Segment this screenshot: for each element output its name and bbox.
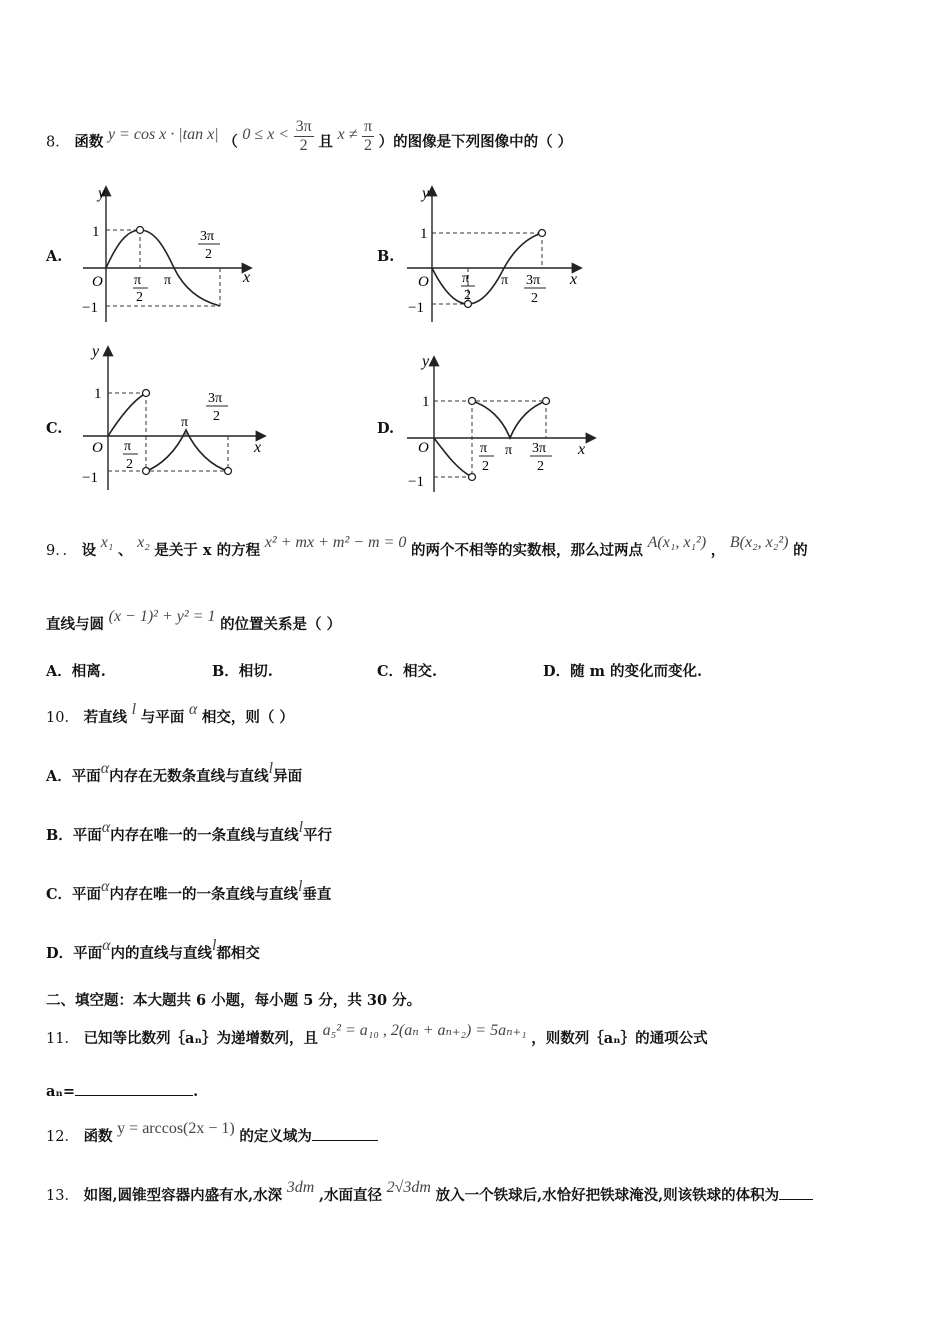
q9-text: 的两个不相等的实数根，那么过两点 (411, 542, 643, 559)
q8-option-d-label[interactable]: D. (377, 420, 395, 437)
q13-text: 放入一个铁球后,水恰好把铁球淹没,则该铁球的体积为 (435, 1187, 780, 1204)
q9-text: 的 (793, 542, 808, 559)
q11-answer-line (46, 1079, 198, 1103)
alpha-symbol: α (101, 819, 111, 836)
tick-3pi-half-d: 2 (205, 247, 212, 262)
frac-den: 2 (363, 137, 372, 154)
option-text: 都相交 (216, 945, 260, 962)
q8-post: ）的图像是下列图像中的（ ） (378, 133, 573, 151)
q11-stem (46, 1022, 708, 1050)
frac-num: 3π (295, 118, 312, 135)
q9-sep: 、 (117, 542, 133, 559)
q11-text: 已知等比数列｛aₙ｝为递增数列，且 (83, 1030, 318, 1047)
tick-3pi-half-d: 2 (537, 459, 544, 474)
q8-graph-a (78, 180, 268, 330)
q10-option-a[interactable] (46, 760, 303, 788)
tick-1: 1 (94, 386, 102, 402)
open-point (539, 230, 546, 237)
q10-plane-alpha: α (188, 701, 198, 718)
tick-pi-half-n: π (134, 273, 142, 288)
q9-text: 的位置关系是（ ） (220, 616, 342, 633)
tick-1: 1 (420, 226, 428, 242)
y-label: y (422, 353, 430, 370)
l-symbol: l (297, 878, 303, 895)
open-point (225, 468, 232, 475)
l-symbol: l (211, 937, 217, 954)
q8-function: y = cos x · |tan x| (107, 125, 219, 143)
frac-den: 2 (299, 137, 308, 154)
y-label: y (92, 343, 100, 360)
q9-option-c[interactable]: C．相交. (377, 663, 438, 680)
curve (108, 393, 146, 436)
origin-label: O (418, 274, 429, 290)
alpha-symbol: α (101, 878, 110, 895)
q9-equation: x² + mx + m² − m = 0 (264, 534, 407, 551)
q9-stem-line2 (46, 608, 342, 636)
curve (434, 438, 472, 477)
open-point (143, 390, 150, 397)
option-text: 平行 (303, 827, 333, 844)
q9-option-a[interactable]: A．相离. (46, 663, 106, 680)
x-label: x (254, 439, 262, 456)
x-label: x (578, 441, 586, 458)
q9-option-d[interactable]: D．随 m 的变化而变化. (543, 663, 703, 680)
l-symbol: l (298, 819, 304, 836)
q10-stem (46, 701, 294, 729)
q13-stem (46, 1179, 813, 1207)
tick-neg-1: −1 (408, 300, 424, 316)
curve (472, 401, 546, 438)
q13-text: ,水面直径 (318, 1187, 383, 1204)
tick-1: 1 (92, 224, 100, 240)
q8-option-c-label[interactable]: C. (46, 420, 63, 437)
option-text: 内存在唯一的一条直线与直线 (110, 827, 299, 844)
open-point (469, 398, 476, 405)
tick-pi-half-d: 2 (136, 290, 143, 305)
origin-label: O (92, 274, 103, 290)
tick-neg-1: −1 (82, 300, 98, 316)
tick-3pi-half-d: 2 (531, 291, 538, 306)
tick-pi: π (181, 415, 189, 430)
q10-number: 10． (46, 710, 79, 726)
q8-graph-d (402, 350, 602, 500)
tick-3pi-half-n: 3π (200, 229, 215, 244)
q9-point-a: A(x₁, x₁²) (647, 534, 707, 551)
q9-text: 是关于 x 的方程 (154, 542, 261, 559)
tick-pi-half-n: π (480, 441, 488, 456)
q9-option-b[interactable]: B．相切. (212, 663, 273, 680)
q11-answer-blank[interactable] (75, 1079, 193, 1096)
tick-3pi-half-n: 3π (526, 273, 541, 288)
tick-neg-1: −1 (408, 474, 424, 490)
tick-3pi-half-d: 2 (213, 409, 220, 424)
q8-stem (46, 118, 573, 161)
origin-label: O (418, 440, 429, 456)
tick-3pi-half-n: 3π (532, 441, 547, 456)
option-text: 平面 (73, 945, 103, 962)
q10-option-d[interactable] (46, 937, 260, 965)
l-symbol: l (268, 760, 274, 777)
option-text: 平面 (72, 827, 102, 844)
option-label: B． (46, 827, 73, 844)
open-point (143, 468, 150, 475)
option-label: D． (46, 945, 74, 962)
q9-x1: x₁ (100, 534, 114, 551)
alpha-symbol: α (100, 760, 110, 777)
q11-answer-suffix: . (193, 1083, 199, 1100)
tick-1: 1 (422, 394, 430, 410)
q8-frac-pi-2 (362, 118, 374, 155)
q13-text: 如图,圆锥型容器内盛有水,水深 (83, 1187, 283, 1204)
q9-text: 设 (81, 542, 97, 559)
q12-answer-blank[interactable] (312, 1124, 378, 1141)
q8-graph-b (402, 180, 592, 330)
tick-neg-1: −1 (82, 470, 98, 486)
q12-stem (46, 1120, 378, 1148)
q13-answer-blank[interactable] (779, 1183, 813, 1200)
q10-text: 相交，则（ ） (201, 709, 294, 726)
q10-option-c[interactable] (46, 878, 332, 906)
option-text: 平面 (72, 886, 102, 903)
tick-pi-half-d: 2 (464, 288, 471, 303)
q9-stem-line1 (46, 534, 808, 562)
tick-pi: π (501, 273, 509, 288)
open-point (469, 474, 476, 481)
alpha-symbol: α (102, 937, 111, 954)
tick-pi: π (505, 443, 513, 458)
tick-pi-half-d: 2 (126, 457, 133, 472)
q9-circle-equation: (x − 1)² + y² = 1 (108, 608, 216, 625)
tick-pi-half-n: π (124, 439, 132, 454)
q10-line-l: l (131, 701, 137, 718)
q12-text: 函数 (83, 1128, 113, 1145)
x-label: x (243, 269, 251, 286)
tick-pi-half-n: π (462, 271, 470, 286)
q8-pre: 函数 (74, 133, 104, 151)
q10-text: 若直线 (83, 709, 128, 726)
open-point (137, 227, 144, 234)
q13-diameter: 2√3dm (386, 1179, 431, 1196)
option-text: 异面 (273, 768, 303, 785)
q8-option-b-label[interactable]: B. (377, 248, 395, 265)
q13-number: 13． (46, 1188, 79, 1204)
q8-frac-3pi-2 (294, 118, 314, 155)
section-2-heading: 二、填空题：本大题共 6 小题，每小题 5 分，共 30 分。 (46, 992, 422, 1009)
q10-text: 与平面 (140, 709, 185, 726)
q9-point-b: B(x₂, x₂²) (729, 534, 789, 551)
option-text: 垂直 (302, 886, 332, 903)
q11-number: 11． (46, 1031, 79, 1047)
q11-text: ，则数列｛aₙ｝的通项公式 (531, 1030, 708, 1047)
q8-condition-2: x ≠ (337, 125, 358, 143)
q13-depth: 3dm (286, 1179, 315, 1196)
tick-pi: π (164, 273, 172, 288)
q8-number: 8． (46, 134, 70, 151)
frac-num: π (363, 118, 373, 135)
option-text: 内存在唯一的一条直线与直线 (109, 886, 298, 903)
option-label: C． (46, 886, 73, 903)
option-label: A． (46, 768, 72, 785)
q8-condition-1: 0 ≤ x < (242, 125, 290, 143)
open-point (543, 398, 550, 405)
q8-graph-c (78, 340, 278, 500)
q10-option-b[interactable] (46, 819, 333, 847)
q11-answer-prefix: aₙ= (46, 1083, 76, 1100)
q8-and: 且 (318, 133, 333, 151)
origin-label: O (92, 440, 103, 456)
q9-text: 直线与圆 (46, 616, 104, 633)
q12-number: 12． (46, 1129, 79, 1145)
option-text: 内的直线与直线 (110, 945, 212, 962)
q12-text: 的定义域为 (239, 1128, 312, 1145)
option-text: 内存在无数条直线与直线 (109, 768, 269, 785)
q9-x2: x₂ (137, 534, 150, 551)
q9-number: 9．． (46, 543, 77, 559)
q11-equation: a₅² = a₁₀ , 2(aₙ + aₙ₊₂) = 5aₙ₊₁ (322, 1022, 527, 1039)
y-label: y (98, 185, 106, 202)
x-label: x (570, 271, 578, 288)
y-label: y (422, 185, 430, 202)
option-text: 平面 (71, 768, 101, 785)
q12-function: y = arccos(2x − 1) (117, 1120, 235, 1137)
q9-comma: ， (710, 542, 726, 559)
q8-paren: （ (223, 133, 238, 151)
tick-pi-half-d: 2 (482, 459, 489, 474)
q8-option-a-label[interactable]: A. (46, 248, 63, 265)
tick-3pi-half-n: 3π (208, 391, 223, 406)
